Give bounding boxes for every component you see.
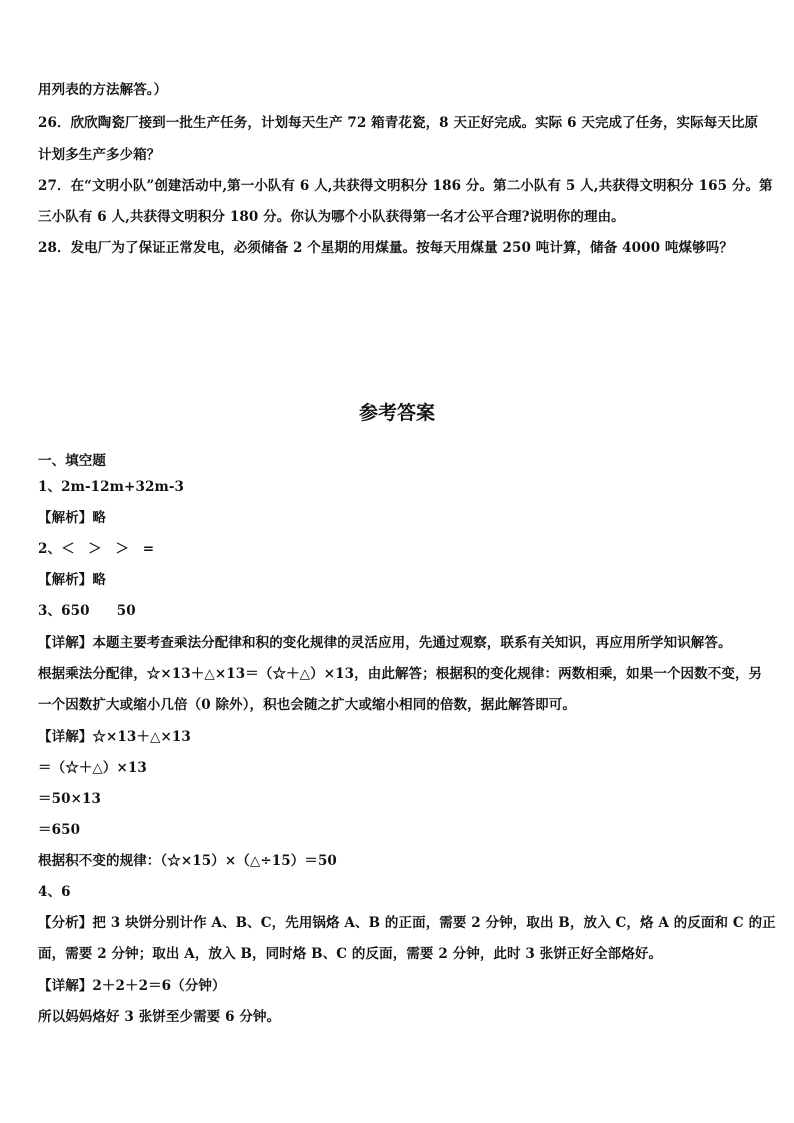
answer-3-calc-line-3: ＝50×13 [38, 791, 101, 807]
question-27-line-2: 三小队有 6 人,共获得文明积分 180 分。你认为哪个小队获得第一名才公平合理?说明你的理由。 [38, 209, 625, 225]
answer-3-calc-line-2: ＝（☆＋△）×13 [38, 760, 147, 776]
answer-4-conclusion: 所以妈妈烙好 3 张饼至少需要 6 分钟。 [38, 1009, 281, 1025]
answer-1: 1、2m-12m+32m-3 [38, 479, 185, 495]
question-26-line-1: 26．欣欣陶瓷厂接到一批生产任务，计划每天生产 72 箱青花瓷，8 天正好完成。实际 6 天完成了任务，实际每天比原 [38, 115, 759, 131]
answer-2-note: 【解析】略 [38, 572, 106, 588]
answer-3: 3、650 50 [38, 603, 136, 619]
question-25-tail: 用列表的方法解答。） [38, 82, 168, 98]
answer-4-analysis-line-2: 面，需要 2 分钟；取出 A，放入 B，同时烙 B、C 的反面，需要 2 分钟，此时 3 张饼正好全部烙好。 [38, 946, 663, 962]
question-28-line-1: 28．发电厂为了保证正常发电，必须储备 2 个星期的用煤量。按每天用煤量 250 吨计算，储备 4000 吨煤够吗？ [38, 240, 733, 256]
answer-4: 4、6 [38, 884, 71, 900]
answer-4-calc: 【详解】2＋2＋2＝6（分钟） [38, 978, 226, 994]
answer-3-calc-line-5: 根据积不变的规律：（☆×15）×（△÷15）＝50 [38, 853, 337, 869]
answer-3-detail-line-3: 一个因数扩大或缩小几倍（0 除外），积也会随之扩大或缩小相同的倍数，据此解答即可。 [38, 697, 576, 713]
question-26-line-2: 计划多生产多少箱？ [38, 147, 161, 163]
answer-key-title: 参考答案 [358, 402, 435, 424]
answer-3-detail-line-2: 根据乘法分配律，☆×13＋△×13＝（☆＋△）×13，由此解答；根据积的变化规律：两数相乘，如果一个因数不变，另 [38, 666, 763, 682]
answer-3-detail-line-1: 【详解】本题主要考查乘法分配律和积的变化规律的灵活应用，先通过观察，联系有关知识，再应用所学知识解答。 [38, 635, 732, 651]
answer-3-calc-line-4: ＝650 [38, 822, 81, 838]
question-27-line-1: 27．在“文明小队”创建活动中,第一小队有 6 人,共获得文明积分 186 分。第二小队有 5 人,共获得文明积分 165 分。第 [38, 178, 773, 194]
answer-2: 2、＜ ＞ ＞ = [38, 541, 155, 557]
answer-4-analysis-line-1: 【分析】把 3 块饼分别计作 A、B、C，先用锅烙 A、B 的正面，需要 2 分钟，取出 B，放入 C，烙 A 的反面和 C 的正 [38, 915, 776, 931]
answer-1-note: 【解析】略 [38, 510, 106, 526]
answer-3-calc-line-1: 【详解】☆×13＋△×13 [38, 729, 191, 745]
section-heading-fill-in: 一、填空题 [38, 453, 106, 469]
